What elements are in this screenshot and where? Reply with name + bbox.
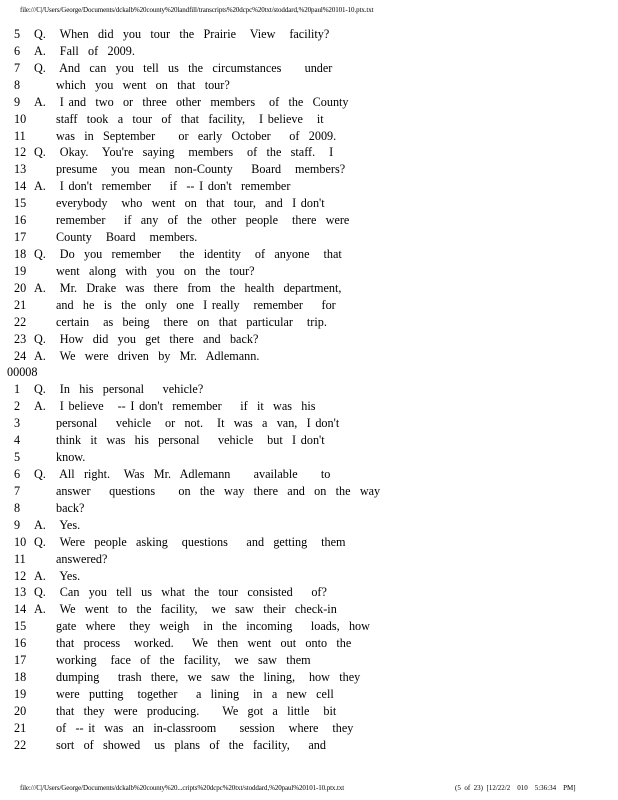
line-text: dumping trash there, we saw the lining, how they bbox=[56, 670, 361, 685]
line-text: A. We went to the facility, we saw their check-in bbox=[34, 602, 337, 617]
line-number: 17 bbox=[14, 230, 27, 245]
transcript-line bbox=[0, 737, 618, 754]
line-text: A. Yes. bbox=[34, 517, 81, 532]
line-text: A. I don't remember if -- I don't remember bbox=[34, 179, 291, 194]
line-text: Q. All right. Was Mr. Adlemann available to bbox=[34, 466, 331, 481]
line-text: Q. When did you tour the Prairie View facility? bbox=[34, 27, 330, 41]
line-number: 5 bbox=[14, 450, 21, 465]
line-number: 6 bbox=[14, 43, 21, 58]
line-text: everybody who went on that tour, and I don't bbox=[56, 196, 325, 211]
transcript-line bbox=[0, 331, 618, 348]
line-number: 15 bbox=[14, 619, 27, 634]
transcript-line bbox=[0, 449, 618, 466]
line-number: 16 bbox=[14, 213, 27, 228]
line-number: 7 bbox=[14, 60, 21, 75]
line-text: personal vehicle or not. It was a van, I don't bbox=[56, 416, 340, 431]
transcript-line bbox=[0, 111, 618, 128]
transcript-line bbox=[0, 297, 618, 314]
line-number: 3 bbox=[14, 416, 21, 431]
transcript-section-page-8 bbox=[0, 381, 618, 753]
page-break-marker: 00008 bbox=[7, 365, 38, 380]
transcript-line bbox=[0, 652, 618, 669]
transcript-line bbox=[0, 60, 618, 77]
line-text: Q. And can you tell us the circumstances under bbox=[34, 60, 333, 75]
transcript-line bbox=[0, 26, 618, 43]
transcript-line bbox=[0, 195, 618, 212]
line-number: 4 bbox=[14, 433, 21, 448]
line-text: Q. Okay. You're saying members of the staff. I bbox=[34, 145, 334, 160]
line-text: A. Mr. Drake was there from the health department, bbox=[34, 280, 342, 295]
line-text: A. I and two or three other members of the County bbox=[34, 94, 349, 109]
line-text: staff took a tour of that facility, I believe it bbox=[56, 111, 324, 126]
line-text: that process worked. We then went out onto the bbox=[56, 636, 352, 651]
line-number: 17 bbox=[14, 653, 27, 668]
line-text: presume you mean non-County Board members? bbox=[56, 162, 346, 177]
transcript-line bbox=[0, 128, 618, 145]
line-number: 11 bbox=[14, 551, 26, 566]
line-number: 19 bbox=[14, 686, 27, 701]
line-number: 15 bbox=[14, 196, 27, 211]
transcript-line bbox=[0, 280, 618, 297]
line-text: and he is the only one I really remember for bbox=[56, 297, 336, 312]
line-text: gate where they weigh in the incoming loads, how bbox=[56, 619, 370, 634]
line-text: answered? bbox=[56, 551, 108, 566]
line-text: A. I believe -- I don't remember if it was his bbox=[34, 399, 316, 414]
transcript-line bbox=[0, 43, 618, 60]
line-number: 12 bbox=[14, 145, 27, 160]
transcript-line bbox=[0, 398, 618, 415]
transcript-line bbox=[0, 551, 618, 568]
transcript-line bbox=[0, 229, 618, 246]
line-number: 8 bbox=[14, 500, 21, 515]
line-text: of -- it was an in-classroom session where they bbox=[56, 720, 354, 735]
line-number: 2 bbox=[14, 399, 21, 414]
transcript-line bbox=[0, 720, 618, 737]
line-number: 18 bbox=[14, 246, 27, 261]
transcript-line bbox=[0, 517, 618, 534]
line-number: 1 bbox=[14, 382, 21, 397]
transcript-line bbox=[0, 686, 618, 703]
line-text: Q. Do you remember the identity of anyone that bbox=[34, 246, 342, 261]
line-text: that they were producing. We got a little bit bbox=[56, 703, 337, 718]
transcript-line bbox=[0, 314, 618, 331]
line-text: A. Yes. bbox=[34, 568, 81, 583]
line-number: 9 bbox=[14, 517, 21, 532]
line-number: 16 bbox=[14, 636, 27, 651]
line-number: 6 bbox=[14, 466, 21, 481]
transcript-line bbox=[0, 584, 618, 601]
transcript-line bbox=[0, 618, 618, 635]
line-text: County Board members. bbox=[56, 230, 198, 245]
transcript-line bbox=[0, 703, 618, 720]
transcript-line bbox=[0, 669, 618, 686]
line-text: A. Fall of 2009. bbox=[34, 43, 135, 58]
line-text: which you went on that tour? bbox=[56, 77, 230, 92]
line-number: 20 bbox=[14, 280, 27, 295]
line-number: 24 bbox=[14, 348, 27, 363]
line-text: know. bbox=[56, 450, 86, 465]
line-text: Q. Were people asking questions and getting them bbox=[34, 534, 346, 549]
footer-page-info: (5 of 23) [12/22/2 010 5:36:34 PM] bbox=[455, 784, 576, 792]
line-number: 21 bbox=[14, 720, 27, 735]
transcript-line bbox=[0, 500, 618, 517]
transcript-line bbox=[0, 161, 618, 178]
line-text: certain as being there on that particular trip. bbox=[56, 314, 327, 329]
line-text: were putting together a lining in a new cell bbox=[56, 686, 334, 701]
line-number: 14 bbox=[14, 179, 27, 194]
transcript-line bbox=[0, 483, 618, 500]
transcript-line bbox=[0, 348, 618, 365]
transcript-line bbox=[0, 635, 618, 652]
line-text: sort of showed us plans of the facility, and bbox=[56, 737, 326, 752]
line-text: went along with you on the tour? bbox=[56, 263, 255, 278]
transcript-body bbox=[0, 26, 618, 754]
transcript-line bbox=[0, 432, 618, 449]
transcript-line bbox=[0, 534, 618, 551]
transcript-line bbox=[0, 263, 618, 280]
line-text: Q. In his personal vehicle? bbox=[34, 382, 204, 397]
line-number: 19 bbox=[14, 263, 27, 278]
line-number: 10 bbox=[14, 111, 27, 126]
line-number: 8 bbox=[14, 77, 21, 92]
footer-file-path: file:///C|/Users/George/Documents/dckalb%20county%20...cripts%20dcpc%20txt/stoddard,%20paul%20101-10.ptx.txt bbox=[20, 784, 345, 792]
transcript-line bbox=[0, 144, 618, 161]
transcript-line bbox=[0, 212, 618, 229]
line-number: 7 bbox=[14, 483, 21, 498]
line-text: Q. Can you tell us what the tour consisted of? bbox=[34, 585, 327, 600]
line-number: 9 bbox=[14, 94, 21, 109]
line-text: remember if any of the other people there were bbox=[56, 213, 350, 228]
line-number: 11 bbox=[14, 128, 26, 143]
line-text: working face of the facility, we saw them bbox=[56, 653, 311, 668]
line-number: 13 bbox=[14, 162, 27, 177]
transcript-line bbox=[0, 381, 618, 398]
transcript-line bbox=[0, 77, 618, 94]
transcript-line bbox=[0, 466, 618, 483]
line-number: 18 bbox=[14, 670, 27, 685]
line-number: 10 bbox=[14, 534, 27, 549]
line-text: think it was his personal vehicle but I don't bbox=[56, 433, 325, 448]
line-text: back? bbox=[56, 500, 85, 515]
line-number: 22 bbox=[14, 314, 27, 329]
line-number: 12 bbox=[14, 568, 27, 583]
transcript-line bbox=[0, 178, 618, 195]
transcript-section-page-7 bbox=[0, 26, 618, 364]
header-file-path: file:///C|/Users/George/Documents/dckalb%20county%20landfill/transcripts%20dcpc%20txt/stoddard,%20paul%20101-10.ptx.txt bbox=[20, 6, 374, 14]
transcript-line bbox=[0, 94, 618, 111]
line-number: 21 bbox=[14, 297, 27, 312]
line-text: A. We were driven by Mr. Adlemann. bbox=[34, 348, 260, 363]
line-number: 20 bbox=[14, 703, 27, 718]
line-number: 14 bbox=[14, 602, 27, 617]
line-number: 13 bbox=[14, 585, 27, 600]
line-number: 5 bbox=[14, 27, 21, 41]
line-text: was in September or early October of 2009. bbox=[56, 128, 337, 143]
transcript-line bbox=[0, 568, 618, 585]
transcript-line bbox=[0, 415, 618, 432]
line-number: 22 bbox=[14, 737, 27, 752]
line-number: 23 bbox=[14, 331, 27, 346]
line-text: Q. How did you get there and back? bbox=[34, 331, 259, 346]
transcript-line bbox=[0, 601, 618, 618]
line-text: answer questions on the way there and on the way bbox=[56, 483, 381, 498]
transcript-line bbox=[0, 246, 618, 263]
